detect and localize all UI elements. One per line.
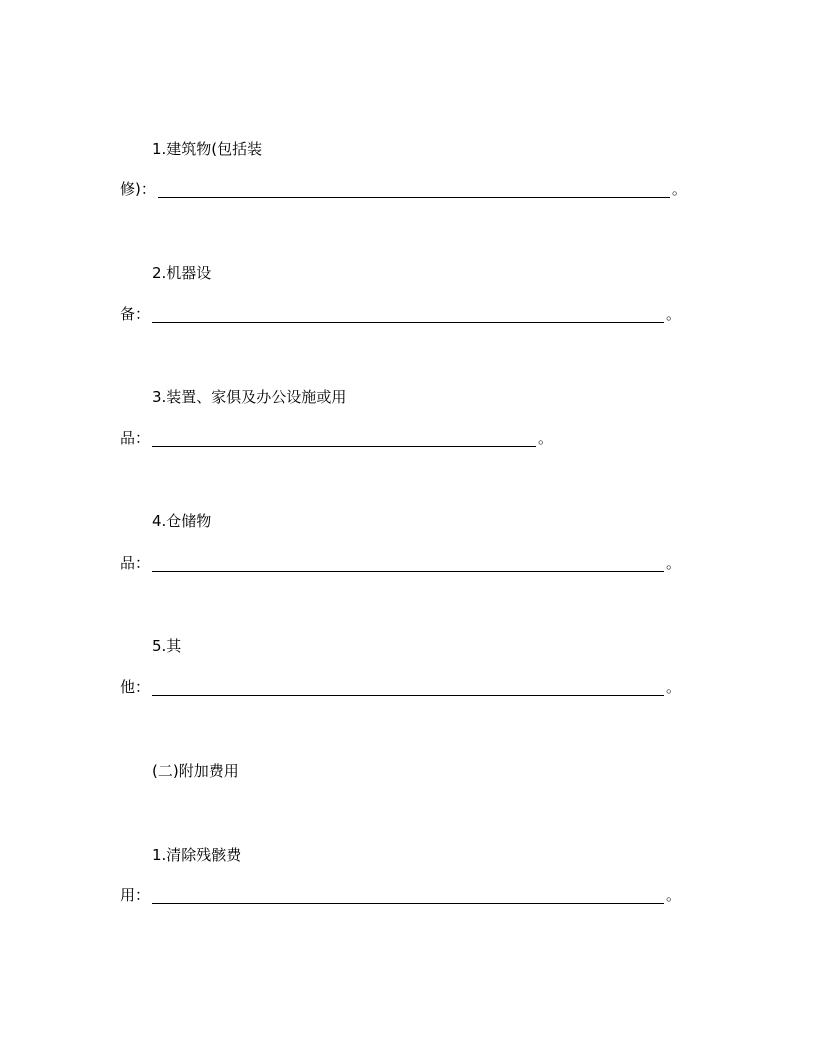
fill-blank-debris-removal[interactable] (152, 889, 664, 904)
field-label-stored-goods: 品： (120, 554, 151, 572)
field-end-debris-removal: 。 (666, 886, 682, 904)
field-label-debris-removal: 用： (120, 886, 151, 904)
field-row-fixtures (120, 427, 553, 447)
fill-blank-other[interactable] (152, 681, 664, 696)
field-end-fixtures: 。 (538, 429, 554, 447)
item-heading-other: 5.其 (152, 637, 182, 655)
field-row-other (120, 676, 681, 696)
field-row-stored-goods (120, 552, 681, 572)
field-label-fixtures: 品： (120, 429, 151, 447)
fill-blank-stored-goods[interactable] (152, 557, 664, 572)
item-heading-debris-removal: 1.清除残骸费 (152, 846, 242, 864)
field-row-machinery (120, 303, 681, 323)
field-label-building: 修)： (120, 180, 156, 198)
field-row-building (120, 178, 687, 198)
field-row-debris-removal (120, 884, 681, 904)
field-label-other: 他： (120, 678, 151, 696)
item-heading-fixtures: 3.装置、家俱及办公设施或用 (152, 388, 347, 406)
field-end-other: 。 (666, 678, 682, 696)
fill-blank-fixtures[interactable] (152, 432, 536, 447)
item-heading-stored-goods: 4.仓储物 (152, 512, 212, 530)
subheading-additional-fees: (二)附加费用 (152, 762, 239, 780)
field-end-stored-goods: 。 (666, 554, 682, 572)
field-end-building: 。 (671, 180, 687, 198)
fill-blank-machinery[interactable] (152, 308, 664, 323)
field-label-machinery: 备： (120, 305, 151, 323)
item-heading-machinery: 2.机器设 (152, 264, 212, 282)
field-end-machinery: 。 (666, 305, 682, 323)
item-heading-building: 1.建筑物(包括装 (152, 140, 263, 158)
fill-blank-building[interactable] (158, 183, 670, 198)
